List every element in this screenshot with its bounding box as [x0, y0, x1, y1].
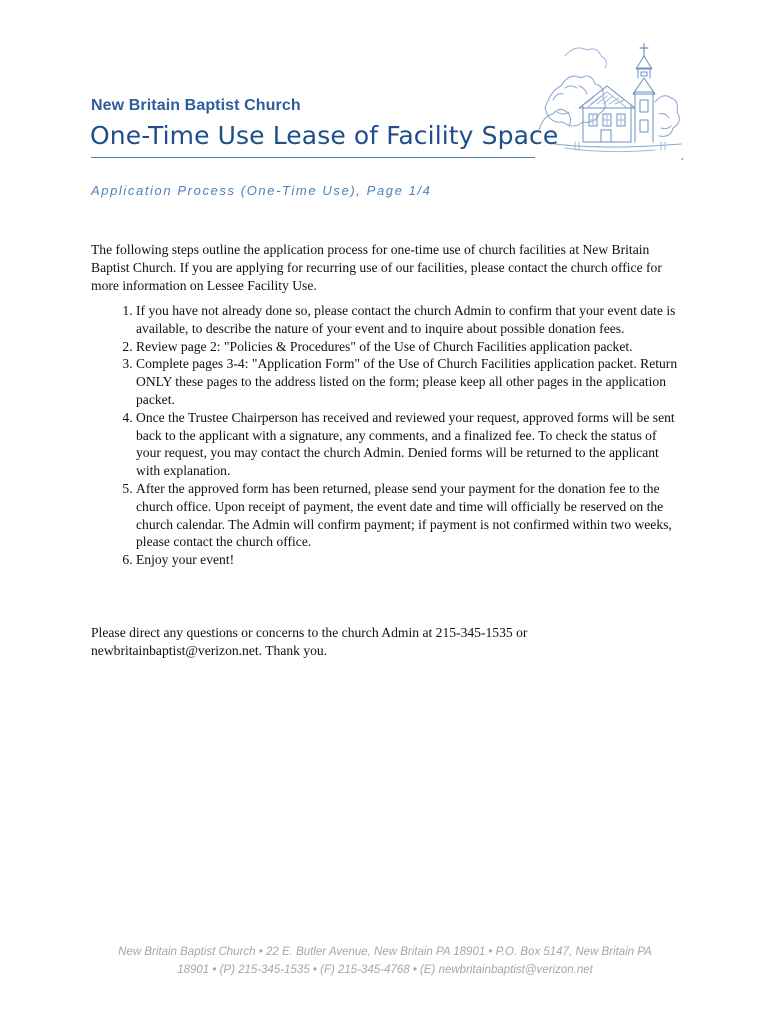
document-subtitle: Application Process (One-Time Use), Page 1/4	[91, 183, 432, 198]
title-underline	[91, 157, 535, 158]
church-sketch-icon	[535, 38, 685, 163]
list-item: 3. Complete pages 3-4: "Application Form" of the Use of Church Facilities application packet. Return ONLY these pages to the address listed on the form; please keep all other pages in the application packet.	[136, 355, 681, 408]
footer-line-1: New Britain Baptist Church • 22 E. Butler Avenue, New Britain PA 18901 • P.O. Box 5147, New Britain PA	[118, 946, 652, 958]
list-item: 1. If you have not already done so, please contact the church Admin to confirm that your event date is available, to describe the nature of your event and to inquire about possible donation fees.	[136, 302, 681, 338]
document-title: One-Time Use Lease of Facility Space	[90, 121, 559, 150]
closing-paragraph: Please direct any questions or concerns to the church Admin at 215-345-1535 or newbritainbaptist@verizon.net. Thank you.	[91, 625, 528, 658]
list-item: 2. Review page 2: "Policies & Procedures" of the Use of Church Facilities application packet.	[136, 338, 681, 356]
footer-line-2: 18901 • (P) 215-345-1535 • (F) 215-345-4768 • (E) newbritainbaptist@verizon.net	[177, 964, 593, 976]
application-steps-list	[91, 302, 681, 569]
list-item: 6. Enjoy your event!	[136, 551, 681, 569]
intro-paragraph: The following steps outline the application process for one-time use of church facilities at New Britain Baptist Church. If you are applying for recurring use of our facilities, please contact the church office for more information on Lessee Facility Use.	[91, 242, 662, 293]
list-item: 5. After the approved form has been returned, please send your payment for the donation fee to the church office. Upon receipt of payment, the event date and time will officially be reserved on the church calendar. The Admin will confirm payment; if payment is not confirmed within two weeks, please contact the church office.	[136, 480, 681, 551]
organization-name: New Britain Baptist Church	[91, 97, 301, 114]
page-footer	[80, 943, 690, 979]
list-item: 4. Once the Trustee Chairperson has received and reviewed your request, approved forms will be sent back to the applicant with a signature, any comments, and a finalized fee. To check the status of your request, you may contact the church Admin. Denied forms will be returned to the applicant with explanation.	[136, 409, 681, 480]
